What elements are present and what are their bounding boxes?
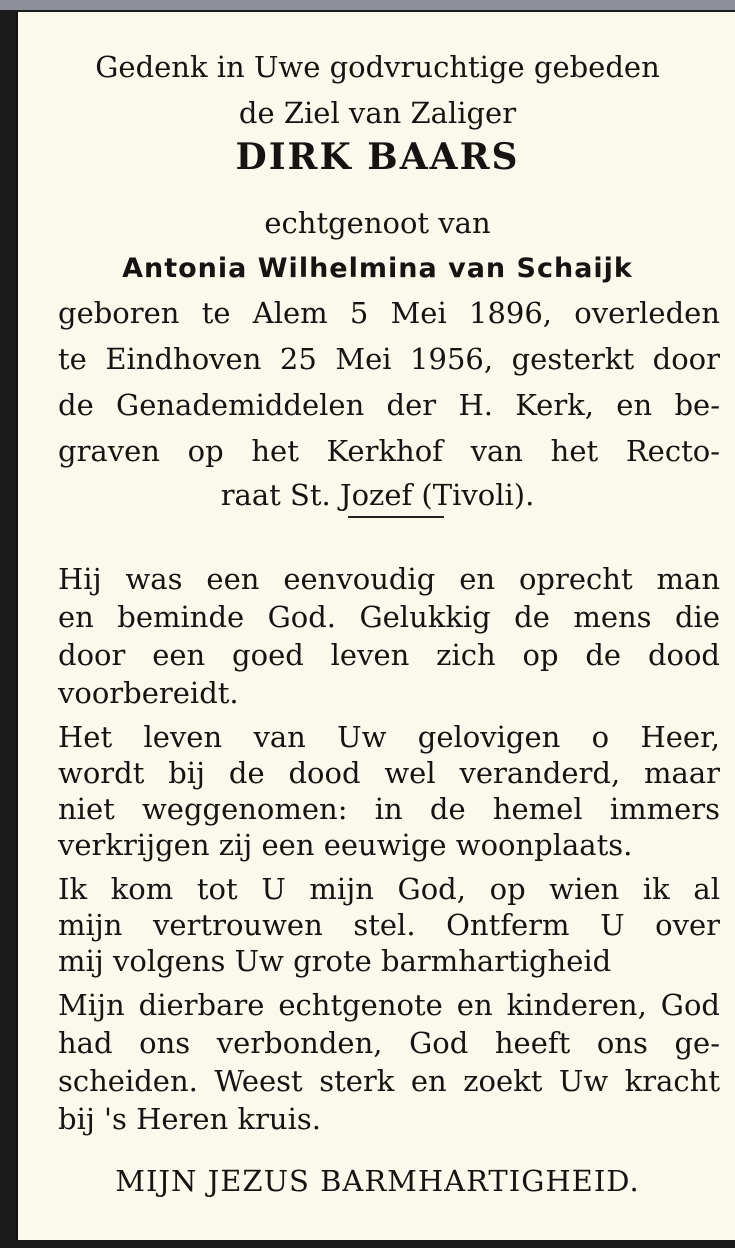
paragraph-line: wordt bij de dood wel veranderd, maar <box>58 756 720 790</box>
paragraph-line: Mijn dierbare echtgenote en kinderen, God <box>58 988 720 1022</box>
paragraph-line: niet weggenomen: in de hemel immers <box>58 792 720 826</box>
bio-line: raat St. Jozef (Tivoli). <box>220 478 535 512</box>
section-divider <box>348 516 444 518</box>
paragraph-line: Het leven van Uw gelovigen o Heer, <box>58 720 720 754</box>
paragraph-line: bij 's Heren kruis. <box>58 1102 321 1136</box>
spouse-name: Antonia Wilhelmina van Schaijk <box>122 253 633 284</box>
bio-line: de Genademiddelen der H. Kerk, en be- <box>58 388 720 422</box>
paragraph-line: voorbereidt. <box>58 676 239 710</box>
paragraph-line: Ik kom tot U mijn God, op wien ik al <box>58 872 720 906</box>
paragraph-line: Hij was een eenvoudig en oprecht man <box>58 562 720 596</box>
bio-line: graven op het Kerkhof van het Recto- <box>58 434 720 468</box>
soul-of-line: de Ziel van Zaliger <box>238 96 517 130</box>
paragraph-line: mij volgens Uw grote barmhartigheid <box>58 944 612 978</box>
scan-top-edge <box>0 0 735 10</box>
bio-line: geboren te Alem 5 Mei 1896, overleden <box>58 296 720 330</box>
memorial-card <box>16 12 735 1240</box>
paragraph-line: scheiden. Weest sterk en zoekt Uw kracht <box>58 1064 720 1098</box>
spouse-intro: echtgenoot van <box>264 206 491 240</box>
paragraph-line: door een goed leven zich op de dood <box>58 638 720 672</box>
paragraph-line: en beminde God. Gelukkig de mens die <box>58 600 720 634</box>
paragraph-line: verkrijgen zij een eeuwige woonplaats. <box>58 828 633 862</box>
paragraph-line: mijn vertrouwen stel. Ontferm U over <box>58 908 720 942</box>
bio-line: te Eindhoven 25 Mei 1956, gesterkt door <box>58 342 720 376</box>
closing-invocation: MIJN JEZUS BARMHARTIGHEID. <box>115 1164 640 1198</box>
prayer-request-line: Gedenk in Uwe godvruchtige gebeden <box>95 50 660 84</box>
deceased-name: DIRK BAARS <box>235 136 520 178</box>
paragraph-line: had ons verbonden, God heeft ons ge- <box>58 1026 720 1060</box>
